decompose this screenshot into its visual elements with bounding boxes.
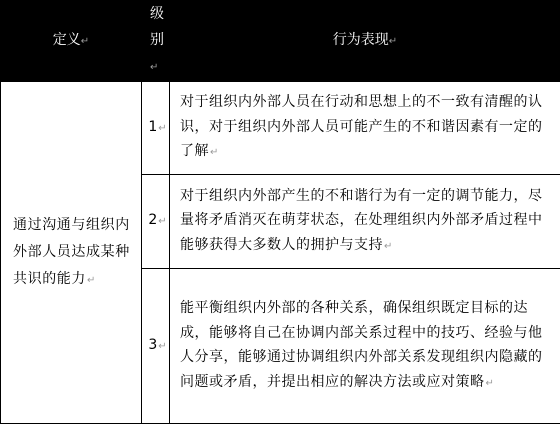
behavior-text: 对于组织内外部人员在行动和思想上的不一致有清醒的认识，对于组织内外部人员可能产生的不和谐因素有一定的了解	[180, 94, 543, 159]
paragraph-mark-icon: ↵	[383, 241, 393, 252]
level-cell	[142, 82, 170, 175]
level-cell	[142, 175, 170, 269]
header-level-line1: 级	[150, 6, 164, 22]
behavior-cell	[170, 175, 560, 269]
header-behavior	[170, 1, 560, 82]
paragraph-mark-icon: ↵	[150, 62, 158, 73]
paragraph-mark-icon: ↵	[86, 275, 96, 286]
header-definition-label: 定义	[53, 32, 81, 48]
paragraph-mark-icon: ↵	[157, 341, 166, 352]
level-value: 2	[148, 212, 157, 228]
header-behavior-label: 行为表现	[333, 32, 389, 48]
behavior-cell	[170, 82, 560, 175]
paragraph-mark-icon: ↵	[209, 147, 219, 158]
paragraph-mark-icon: ↵	[81, 36, 89, 47]
definition-text: 通过沟通与组织内外部人员达成某种共识的能力	[13, 217, 130, 287]
paragraph-mark-icon: ↵	[157, 123, 166, 134]
level-value: 3	[148, 337, 157, 353]
level-value: 1	[148, 119, 157, 135]
table-row	[1, 82, 560, 175]
paragraph-mark-icon: ↵	[389, 36, 397, 47]
definition-cell	[1, 82, 142, 424]
behavior-text: 对于组织内外部产生的不和谐行为有一定的调节能力，尽量将矛盾消灭在萌芽状态，在处理组织内外部矛盾过程中能够获得大多数人的拥护与支持	[180, 188, 543, 253]
behavior-cell	[170, 269, 560, 424]
paragraph-mark-icon: ↵	[485, 378, 495, 389]
level-cell	[142, 269, 170, 424]
header-row	[1, 1, 560, 82]
header-level-line2: 别	[150, 32, 164, 48]
behavior-text: 能平衡组织内外部的各种关系，确保组织既定目标的达成，能够将自己在协调内部关系过程中的技巧、经验与他人分享，能够通过协调组织内外部关系发现组织内隐藏的问题或矛盾，并提出相应的解决方法或应对策略	[180, 300, 543, 390]
paragraph-mark-icon: ↵	[157, 216, 166, 227]
header-definition	[1, 1, 142, 82]
header-level	[142, 1, 170, 82]
